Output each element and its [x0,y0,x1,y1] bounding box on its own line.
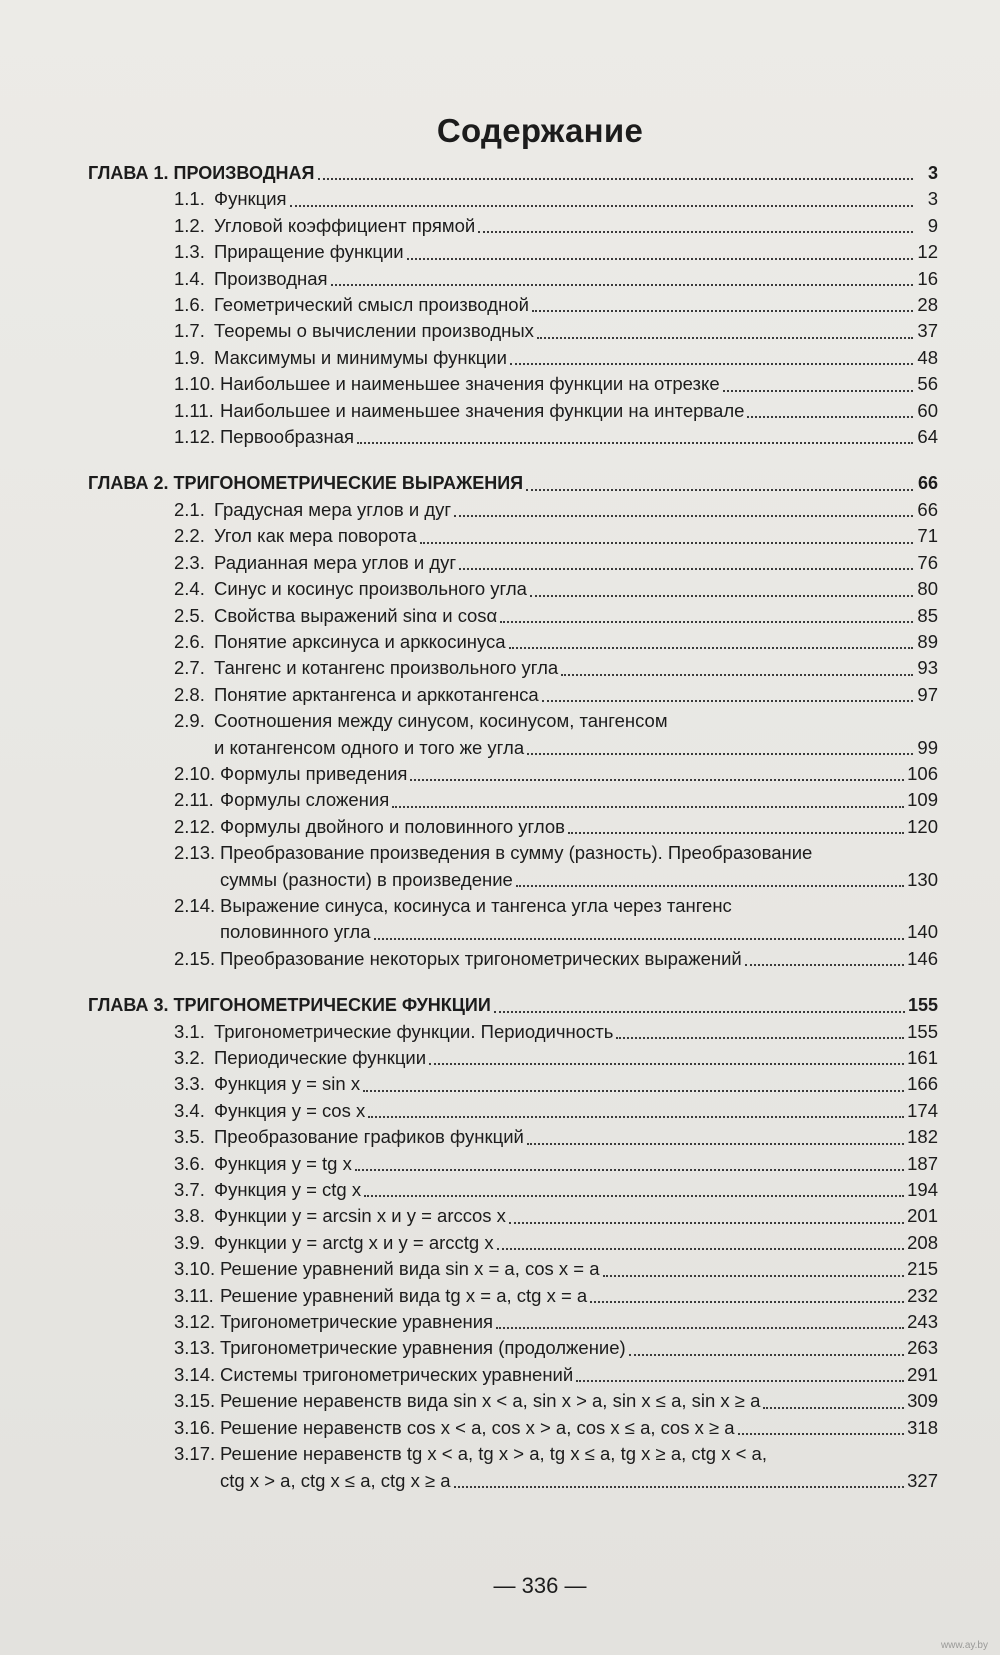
toc-entry[interactable] [88,1098,938,1124]
section-title: Преобразование произведения в сумму (разность). Преобразование [220,842,813,864]
dot-leader [530,595,913,597]
dot-leader [454,1486,905,1488]
section-page-number: 9 [927,214,938,236]
section-page-number: 166 [907,1073,938,1095]
dot-leader [497,1248,905,1250]
section-page-number: 146 [907,947,938,969]
toc-entry[interactable] [88,1335,938,1361]
dot-leader [429,1063,904,1065]
dot-leader [410,779,904,781]
section-number: 1.3. [174,241,205,263]
section-page-number: 120 [907,815,938,837]
section-number: 3.10. [174,1258,216,1280]
toc-entry[interactable] [88,1441,938,1494]
toc-entry[interactable] [88,424,938,450]
section-title: Максимумы и минимумы функции [214,346,507,368]
section-page-number: 263 [907,1337,938,1359]
section-title: Функция y = sin x [214,1073,361,1095]
section-title: Понятие арктангенса и арккотангенса [214,683,539,705]
section-number: 2.7. [174,657,205,679]
section-page-number: 109 [907,789,938,811]
section-title: Тангенс и котангенс произвольного угла [214,657,559,679]
toc-entry[interactable] [88,1230,938,1256]
section-number: 2.10. [174,762,216,784]
section-page-number: 155 [907,1020,938,1042]
section-title: Функция y = ctg x [214,1179,362,1201]
toc-entry-line-1 [174,708,938,734]
toc-entry-line-2 [174,867,938,893]
dot-leader [496,1327,904,1329]
dot-leader [603,1275,905,1277]
section-number: 3.8. [174,1205,205,1227]
section-number: 3.15. [174,1390,216,1412]
toc-entry-line-2 [174,735,938,761]
toc-entry[interactable] [88,1362,938,1388]
toc-entry[interactable] [88,550,938,576]
section-title: Первообразная [220,426,355,448]
section-number: 3.17. [174,1443,216,1465]
dot-leader [331,284,913,286]
section-page-number: 232 [907,1284,938,1306]
dot-leader [355,1169,904,1171]
section-page-number: 182 [907,1126,938,1148]
section-title: Производная [214,267,328,289]
section-number: 2.5. [174,604,205,626]
section-page-number: 130 [907,868,938,890]
section-number: 1.12. [174,426,216,448]
toc-entry[interactable] [88,523,938,549]
dot-leader [532,310,913,312]
page-number-footer: — 336 — [493,1573,587,1598]
toc-entry-line-2 [174,919,938,945]
toc-entry[interactable] [88,1151,938,1177]
toc-entry-line-1 [174,893,938,919]
section-page-number: 208 [907,1231,938,1253]
section-number: 3.2. [174,1047,205,1068]
section-page-number: 187 [907,1152,938,1174]
section-title: Решение неравенств tg x < a, tg x > a, tg x ≤ a, tg x ≥ a, ctg x < a, [220,1443,767,1465]
toc-entry[interactable] [88,239,938,265]
dot-leader [459,568,913,570]
section-page-number: 309 [907,1390,938,1412]
section-title: Решение уравнений вида tg x = a, ctg x = a [220,1284,588,1306]
dot-leader [542,700,913,702]
dot-leader [407,258,913,260]
section-title: Выражение синуса, косинуса и тангенса угла через тангенс [220,894,732,916]
section-title: Угол как мера поворота [214,525,417,547]
dot-leader [537,337,913,339]
section-number: 3.3. [174,1073,205,1095]
dot-leader [576,1380,904,1382]
dot-leader [510,363,913,365]
section-page-number: 56 [917,373,938,395]
section-number: 2.8. [174,683,205,705]
section-title: Периодические функции [214,1047,427,1068]
section-title: Приращение функции [214,241,404,263]
dot-leader [747,416,913,418]
section-title-continued: суммы (разности) в произведение [220,868,513,890]
section-number: 1.10. [174,373,216,395]
toc-entry[interactable] [88,1045,938,1071]
section-page-number: 291 [907,1363,938,1385]
section-title-continued: и котангенсом одного и того же угла [214,736,525,758]
section-page-number: 140 [907,921,938,943]
dot-leader [494,1011,905,1013]
section-page-number: 215 [907,1258,938,1280]
toc-entry[interactable] [88,840,938,893]
toc-entry[interactable] [88,318,938,344]
section-page-number: 3 [927,188,938,210]
section-page-number: 76 [917,551,938,573]
section-page-number: 99 [917,736,938,758]
section-title: Геометрический смысл производной [214,294,529,316]
section-page-number: 37 [917,320,938,342]
section-title: Тригонометрические уравнения [220,1311,494,1333]
section-number: 1.9. [174,346,205,368]
section-number: 2.14. [174,894,216,916]
section-page-number: 80 [917,578,938,600]
toc-entry[interactable] [88,629,938,655]
dot-leader [568,832,904,834]
section-title: Решение уравнений вида sin x = a, cos x = a [220,1258,600,1280]
chapter-2 [88,470,938,972]
section-page-number: 89 [917,630,938,652]
toc-entry[interactable] [88,946,938,972]
chapter-page-number: 66 [917,473,938,494]
toc-entry[interactable] [88,497,938,523]
section-title: Функция y = cos x [214,1099,366,1121]
section-number: 2.12. [174,815,216,837]
section-page-number: 60 [917,399,938,421]
dot-leader [392,806,904,808]
dot-leader [364,1195,904,1197]
section-number: 3.14. [174,1363,216,1385]
toc-entry-line-1 [174,840,938,866]
section-number: 3.9. [174,1231,205,1253]
section-page-number: 12 [917,241,938,263]
section-title: Наибольшее и наименьшее значения функции на интервале [220,399,745,421]
section-title: Градусная мера углов и дуг [214,498,452,520]
section-title: Свойства выражений sinα и cosα [214,604,498,626]
chapter-page-number: 155 [907,995,938,1016]
section-number: 2.9. [174,710,205,732]
section-page-number: 243 [907,1311,938,1333]
toc-entry[interactable] [88,708,938,761]
section-number: 3.5. [174,1126,205,1148]
chapter-3 [88,992,938,1494]
section-page-number: 48 [917,346,938,368]
section-page-number: 327 [907,1469,938,1491]
section-page-number: 93 [917,657,938,679]
chapter-heading-row[interactable] [88,470,938,496]
section-page-number: 28 [917,294,938,316]
section-number: 2.15. [174,947,216,969]
chapter-1 [88,160,938,450]
section-title: Функция y = tg x [214,1152,352,1174]
dot-leader [527,753,913,755]
section-number: 2.4. [174,578,205,600]
dot-leader [763,1407,904,1409]
toc-entry[interactable] [88,893,938,946]
toc-entry[interactable] [88,1388,938,1414]
section-number: 1.1. [174,188,205,210]
section-page-number: 66 [917,498,938,520]
section-number: 3.11. [174,1284,214,1306]
toc-entry[interactable] [88,345,938,371]
dot-leader [526,489,913,491]
dot-leader [290,205,913,207]
section-title: Формулы приведения [220,762,408,784]
dot-leader [363,1090,904,1092]
dot-leader [420,542,913,544]
section-page-number: 318 [907,1416,938,1438]
section-number: 3.7. [174,1179,205,1201]
section-number: 3.16. [174,1416,216,1438]
toc-entry[interactable] [88,1124,938,1150]
section-number: 2.6. [174,630,205,652]
section-page-number: 64 [917,426,938,448]
section-title: Угловой коэффициент прямой [214,214,476,236]
section-number: 2.1. [174,498,205,520]
section-number: 1.6. [174,294,205,316]
dot-leader [738,1433,905,1435]
dot-leader [374,938,905,940]
section-number: 3.6. [174,1152,205,1174]
toc-entry[interactable] [88,266,938,292]
table-of-contents [88,160,938,1494]
section-title: Решение неравенств вида sin x < a, sin x > a, sin x ≤ a, sin x ≥ a [220,1390,761,1412]
toc-entry[interactable] [88,1019,938,1045]
section-title: Наибольшее и наименьшее значения функции на отрезке [220,373,720,395]
toc-entry[interactable] [88,1177,938,1203]
section-number: 3.4. [174,1099,205,1121]
toc-entry[interactable] [88,1256,938,1282]
section-title-continued: половинного угла [220,921,371,943]
dot-leader [745,964,904,966]
section-title: Преобразование графиков функций [214,1126,524,1148]
section-title: Функция [214,188,287,210]
toc-entry[interactable] [88,1283,938,1309]
toc-entry[interactable] [88,371,938,397]
dot-leader [368,1116,904,1118]
section-number: 3.13. [174,1337,216,1359]
dot-leader [478,231,913,233]
section-page-number: 201 [907,1205,938,1227]
toc-entry[interactable] [88,1203,938,1229]
toc-entry[interactable] [88,1309,938,1335]
toc-entry[interactable] [88,292,938,318]
section-title: Тригонометрические уравнения (продолжение) [220,1337,626,1359]
toc-entry[interactable] [88,682,938,708]
dot-leader [357,442,913,444]
section-title: Теоремы о вычислении производных [214,320,534,342]
section-number: 2.3. [174,551,205,573]
chapter-heading-row[interactable] [88,992,938,1018]
dot-leader [318,178,914,180]
toc-entry[interactable] [88,814,938,840]
toc-entry[interactable] [88,1071,938,1097]
toc-entry[interactable] [88,655,938,681]
dot-leader [509,1222,904,1224]
page-title: Содержание [436,112,644,149]
section-title: Понятие арксинуса и арккосинуса [214,630,506,652]
dot-leader [723,390,913,392]
dot-leader [590,1301,904,1303]
section-title: Функции y = arcsin x и y = arccos x [214,1205,506,1227]
section-page-number: 174 [907,1099,938,1121]
section-title: Системы тригонометрических уравнений [220,1363,574,1385]
toc-entry-line-1 [174,1441,938,1467]
chapter-heading: ГЛАВА 2. ТРИГОНОМЕТРИЧЕСКИЕ ВЫРАЖЕНИЯ [88,473,524,494]
section-number: 1.2. [174,214,205,236]
section-title-continued: ctg x > a, ctg x ≤ a, ctg x ≥ a [220,1469,451,1491]
section-title: Соотношения между синусом, косинусом, тангенсом [214,710,668,732]
section-number: 2.11. [174,789,214,811]
section-number: 2.13. [174,842,216,864]
section-title: Преобразование некоторых тригонометрических выражений [220,947,742,969]
toc-entry[interactable] [88,213,938,239]
toc-entry[interactable] [88,603,938,629]
section-page-number: 161 [907,1047,938,1068]
watermark: www.ay.by [940,1640,988,1651]
section-number: 1.7. [174,320,205,342]
chapter-heading: ГЛАВА 1. ПРОИЗВОДНАЯ [88,163,315,183]
toc-entry-line-2 [174,1468,938,1494]
dot-leader [454,515,913,517]
section-title: Решение неравенств cos x < a, cos x > a, cos x ≤ a, cos x ≥ a [220,1416,735,1438]
toc-entry[interactable] [88,761,938,787]
section-title: Функции y = arctg x и y = arcctg x [214,1231,494,1253]
chapter-page-number: 3 [927,163,938,183]
section-number: 2.2. [174,525,205,547]
chapter-heading-row[interactable] [88,160,938,186]
section-page-number: 97 [917,683,938,705]
section-title: Формулы двойного и половинного углов [220,815,565,837]
toc-entry[interactable] [88,398,938,424]
section-number: 3.1. [174,1020,205,1042]
section-page-number: 85 [917,604,938,626]
toc-entry[interactable] [88,186,938,212]
dot-leader [516,885,904,887]
section-title: Синус и косинус произвольного угла [214,578,527,600]
section-page-number: 194 [907,1179,938,1201]
section-number: 1.4. [174,267,205,289]
section-number: 1.11. [174,399,214,421]
section-page-number: 16 [917,267,938,289]
dot-leader [500,621,913,623]
dot-leader [561,674,913,676]
dot-leader [616,1037,904,1039]
chapter-heading: ГЛАВА 3. ТРИГОНОМЕТРИЧЕСКИЕ ФУНКЦИИ [88,995,491,1016]
section-title: Формулы сложения [220,789,390,811]
dot-leader [527,1143,904,1145]
section-page-number: 71 [917,525,938,547]
section-page-number: 106 [907,762,938,784]
toc-entry[interactable] [88,576,938,602]
toc-entry[interactable] [88,1415,938,1441]
section-number: 3.12. [174,1311,216,1333]
dot-leader [629,1354,904,1356]
section-title: Тригонометрические функции. Периодичность [214,1020,614,1042]
section-title: Радианная мера углов и дуг [214,551,457,573]
toc-entry[interactable] [88,787,938,813]
dot-leader [509,647,913,649]
